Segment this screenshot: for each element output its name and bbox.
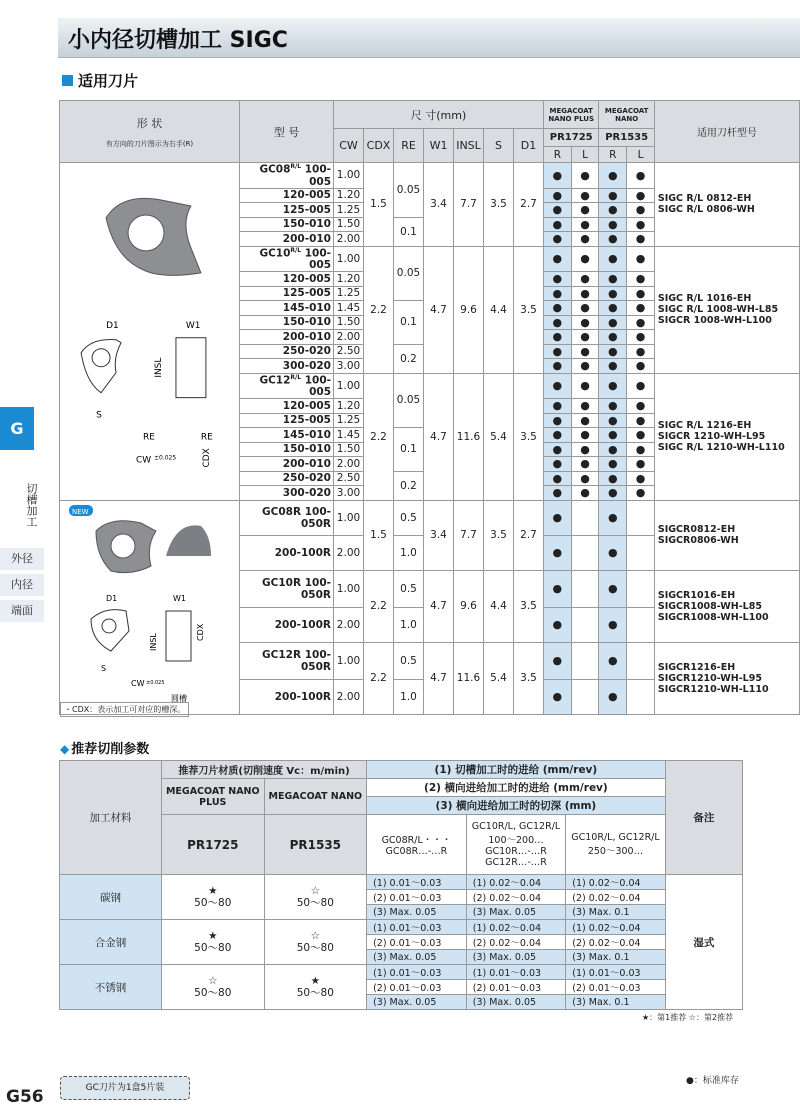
w1-cell: 3.4	[424, 500, 454, 570]
w1-cell: 4.7	[424, 373, 454, 500]
model-cell: 120-005	[240, 399, 334, 414]
feed-b-cell: (1) 0.02～0.04	[466, 875, 566, 890]
feed-b-cell: (1) 0.01～0.03	[466, 965, 566, 980]
svg-text:CDX: CDX	[195, 623, 205, 641]
d1-cell: 3.5	[514, 373, 544, 500]
d1-cell: 2.7	[514, 500, 544, 570]
coat2-cell: MEGACOAT NANO	[264, 779, 367, 815]
svg-text:INSL: INSL	[148, 632, 158, 651]
side-tab-face[interactable]: 端面	[0, 600, 44, 622]
round-insert-diagram	[61, 501, 239, 711]
re-cell: 0.5	[394, 500, 424, 535]
svg-text:RE: RE	[142, 432, 155, 443]
material-cell: 碳钢	[60, 875, 162, 920]
feed-b-cell: (2) 0.02～0.04	[466, 935, 566, 950]
feed-c-cell: (1) 0.02～0.04	[566, 920, 665, 935]
col-b: GC10R/L, GC12R/L 100～200… GC10R…-…R GC12R…-…R	[466, 815, 566, 875]
cw-cell: 2.00	[334, 679, 364, 714]
page-title: 小内径切槽加工 SIGC	[68, 28, 288, 53]
svg-text:CDX: CDX	[201, 447, 212, 468]
svg-text:CW: CW	[135, 455, 151, 466]
vc2-cell: ☆ 50～80	[264, 875, 367, 920]
model-cell: GC12R 100-050R	[240, 642, 334, 679]
feed-c-cell: (2) 0.02～0.04	[566, 890, 665, 905]
d1-cell: 3.5	[514, 246, 544, 373]
holder-cell: SIGCR1016-EH SIGCR1008-WH-L85 SIGCR1008-WH-L100	[654, 570, 799, 642]
cw-cell: 2.00	[334, 607, 364, 642]
holder-cell: SIGC R/L 0812-EH SIGC R/L 0806-WH	[654, 163, 799, 247]
cw-cell: 3.00	[334, 486, 364, 501]
feed-a-cell: (2) 0.01～0.03	[367, 935, 467, 950]
table-row: $GC10^{R/L}$ 100-005 1.00 2.2 0.05 4.7 9.6 4.4 3.5 ● ● ● ● SIGC R/L 1016-EH SIGC R/L 1008-WH-L85 SIGCR 1008-WH-L100	[60, 246, 800, 272]
table-row: 120-005 1.20 ● ● ● ●	[60, 188, 800, 203]
feed-b-cell: (3) Max. 0.05	[466, 995, 566, 1010]
feed-b-cell: (2) 0.01～0.03	[466, 980, 566, 995]
col-s: S	[484, 129, 514, 163]
cw-cell: 1.20	[334, 272, 364, 287]
section-cutting-heading: ◆ 推荐切削参数	[60, 742, 150, 757]
col-model: 型 号	[240, 101, 334, 163]
svg-text:S: S	[100, 663, 106, 673]
re-cell: 0.1	[394, 301, 424, 345]
model-cell: 200-010	[240, 457, 334, 472]
model-cell: 200-100R	[240, 535, 334, 570]
cw-cell: 1.50	[334, 442, 364, 457]
model-cell: 150-010	[240, 217, 334, 232]
title-bar	[58, 18, 800, 58]
table-row: 125-005 1.25 ● ● ● ●	[60, 203, 800, 218]
col-shape: 形 状 有方向的刀片图示为右手(R)	[60, 101, 240, 163]
cw-cell: 2.00	[334, 232, 364, 247]
pack-note: GC刀片为1盒5片装	[60, 1076, 190, 1100]
feed-c-cell: (2) 0.01～0.03	[566, 980, 665, 995]
cw-cell: 1.25	[334, 286, 364, 301]
cutting-table	[59, 760, 743, 1010]
col-remark: 备注	[665, 761, 742, 875]
col-c: GC10R/L, GC12R/L 250～300…	[566, 815, 665, 875]
feed-a-cell: (2) 0.01～0.03	[367, 890, 467, 905]
cw-cell: 1.25	[334, 203, 364, 218]
d1-cell: 3.5	[514, 642, 544, 714]
feed-c-cell: (3) Max. 0.1	[566, 995, 665, 1010]
feed-a-cell: (2) 0.01～0.03	[367, 980, 467, 995]
table-row: D1 W1 INSL S RE RE CW ±0.025 CDX $GC08^{R/L}$ 100-005 1.00 1.5 0.05 3.4 7.7 3.5 2.7 ● ● ● ● SIGC R/L 0812-EH SIGC R/L 0806-WH	[60, 163, 800, 189]
table-row: 150-010 1.50 ● ● ● ●	[60, 315, 800, 330]
col-a: GC08R/L・・・ GC08R…-…R	[367, 815, 467, 875]
insl-cell: 9.6	[454, 246, 484, 373]
page-number: G56	[6, 1087, 44, 1107]
grade1: PR1725	[544, 129, 599, 147]
table-row: 200-010 2.00 ● ● ● ●	[60, 457, 800, 472]
s-cell: 3.5	[484, 500, 514, 570]
cw-cell: 1.00	[334, 500, 364, 535]
table-row: 125-005 1.25 ● ● ● ●	[60, 286, 800, 301]
holder-cell: SIGC R/L 1216-EH SIGCR 1210-WH-L95 SIGC R/L 1210-WH-L110	[654, 373, 799, 500]
cw-cell: 1.25	[334, 413, 364, 428]
cw-cell: 2.00	[334, 535, 364, 570]
table-row: GC12R 100-050R 1.00 2.2 0.5 4.7 11.6 5.4 3.5 ● ● SIGCR1216-EH SIGCR1210-WH-L95 SIGCR1210-WH-L110	[60, 642, 800, 679]
feed-a-cell: (1) 0.01～0.03	[367, 920, 467, 935]
model-cell: 145-010	[240, 301, 334, 316]
cw-cell: 3.00	[334, 359, 364, 374]
cw-cell: 2.50	[334, 344, 364, 359]
model-cell: 125-005	[240, 413, 334, 428]
model-cell: 200-100R	[240, 607, 334, 642]
model-cell: 200-010	[240, 232, 334, 247]
table-row: 150-010 1.50 ● ● ● ●	[60, 442, 800, 457]
table-row: 145-010 1.45 0.1 ● ● ● ●	[60, 428, 800, 443]
section-cutting-label: 推荐切削参数	[71, 742, 150, 757]
recommend-note: ★：第1推荐 ☆：第2推荐	[642, 1013, 734, 1022]
col-holder: 适用刀杆型号	[654, 101, 799, 163]
cdx-cell: 2.2	[364, 246, 394, 373]
col-material: 加工材料	[60, 761, 162, 875]
vc1-cell: ★ 50～80	[162, 920, 265, 965]
re-cell: 0.05	[394, 246, 424, 301]
vc1-cell: ☆ 50～80	[162, 965, 265, 1010]
table-row: 200-100R 2.00 1.0 ● ●	[60, 679, 800, 714]
model-cell: $GC10^{R/L}$ 100-005	[240, 246, 334, 272]
svg-text:±0.025: ±0.025	[145, 679, 165, 686]
table-row: NEW D1 W1 INSL CDX S CW ±0.025 圆槽 GC08R 100-050R 1.00 1.5 0.5 3.4 7.7 3.5 2.7 ● ● SIGCR0812-EH SIGCR0806-WH	[60, 500, 800, 535]
s-cell: 5.4	[484, 642, 514, 714]
vc2-cell: ★ 50～80	[264, 965, 367, 1010]
svg-text:RE: RE	[200, 432, 213, 443]
s-cell: 4.4	[484, 570, 514, 642]
model-cell: 250-020	[240, 344, 334, 359]
feed-c-cell: (3) Max. 0.1	[566, 950, 665, 965]
table-row: 145-010 1.45 0.1 ● ● ● ●	[60, 301, 800, 316]
model-cell: $GC08^{R/L}$ 100-005	[240, 163, 334, 189]
insert-image-cell	[60, 163, 240, 501]
feed-b-cell: (3) Max. 0.05	[466, 905, 566, 920]
vc1-cell: ★ 50～80	[162, 875, 265, 920]
side-tab-inner[interactable]: 内径	[0, 574, 44, 596]
d1-cell: 2.7	[514, 163, 544, 247]
table-row: 250-020 2.50 0.2 ● ● ● ●	[60, 471, 800, 486]
model-cell: 300-020	[240, 486, 334, 501]
re-cell: 0.2	[394, 344, 424, 373]
col-size: 尺 寸(mm)	[334, 101, 544, 129]
model-cell: 200-010	[240, 330, 334, 345]
model-cell: 250-020	[240, 471, 334, 486]
feed-c-cell: (1) 0.02～0.04	[566, 875, 665, 890]
re-cell: 0.2	[394, 471, 424, 500]
table-row	[60, 920, 743, 935]
re-cell: 0.05	[394, 373, 424, 428]
section-inserts-heading	[62, 70, 138, 91]
w1-cell: 4.7	[424, 642, 454, 714]
model-cell: 125-005	[240, 286, 334, 301]
material-cell: 不锈钢	[60, 965, 162, 1010]
model-cell: GC10R 100-050R	[240, 570, 334, 607]
feed-b-cell: (1) 0.02～0.04	[466, 920, 566, 935]
cw-cell: 1.00	[334, 570, 364, 607]
svg-text:D1: D1	[105, 593, 117, 603]
col-re: RE	[394, 129, 424, 163]
svg-text:±0.025: ±0.025	[153, 454, 176, 462]
table-row: $GC12^{R/L}$ 100-005 1.00 2.2 0.05 4.7 11.6 5.4 3.5 ● ● ● ● SIGC R/L 1216-EH SIGCR 1210-WH-L95 SIGC R/L 1210-WH-L110	[60, 373, 800, 399]
svg-text:CW: CW	[130, 678, 144, 688]
feed-a-cell: (1) 0.01～0.03	[367, 965, 467, 980]
cw-cell: 1.00	[334, 642, 364, 679]
model-cell: 145-010	[240, 428, 334, 443]
model-cell: 120-005	[240, 188, 334, 203]
feed2-header: (2) 横向进给加工时的进给 (mm/rev)	[367, 779, 666, 797]
insl-cell: 7.7	[454, 500, 484, 570]
cw-cell: 2.50	[334, 471, 364, 486]
feed-b-cell: (2) 0.02～0.04	[466, 890, 566, 905]
coat1: MEGACOAT NANO PLUS	[544, 101, 599, 129]
cw-cell: 1.50	[334, 315, 364, 330]
col-cw: CW	[334, 129, 364, 163]
coat2: MEGACOAT NANO	[599, 101, 654, 129]
feed-c-cell: (1) 0.01～0.03	[566, 965, 665, 980]
re-cell: 1.0	[394, 607, 424, 642]
model-cell: 120-005	[240, 272, 334, 287]
feed3-header: (3) 横向进给加工时的切深 (mm)	[367, 797, 666, 815]
cw-cell: 2.00	[334, 457, 364, 472]
cw-cell: 1.45	[334, 301, 364, 316]
table-row: 200-010 2.00 ● ● ● ●	[60, 330, 800, 345]
cw-cell: 1.20	[334, 399, 364, 414]
s-cell: 5.4	[484, 373, 514, 500]
cdx-cell: 2.2	[364, 373, 394, 500]
table-row: 200-100R 2.00 1.0 ● ●	[60, 607, 800, 642]
re-cell: 1.0	[394, 679, 424, 714]
table-row: 300-020 3.00 ● ● ● ●	[60, 359, 800, 374]
w1-cell: 4.7	[424, 246, 454, 373]
re-cell: 1.0	[394, 535, 424, 570]
holder-cell: SIGCR0812-EH SIGCR0806-WH	[654, 500, 799, 570]
stock-note: ●：标准库存	[686, 1076, 739, 1086]
model-cell: $GC12^{R/L}$ 100-005	[240, 373, 334, 399]
feed-a-cell: (3) Max. 0.05	[367, 950, 467, 965]
feed1-header: (1) 切槽加工时的进给 (mm/rev)	[367, 761, 666, 779]
model-cell: 150-010	[240, 442, 334, 457]
table-row: GC10R 100-050R 1.00 2.2 0.5 4.7 9.6 4.4 3.5 ● ● SIGCR1016-EH SIGCR1008-WH-L85 SIGCR1008-WH-L100	[60, 570, 800, 607]
holder-cell: SIGCR1216-EH SIGCR1210-WH-L95 SIGCR1210-WH-L110	[654, 642, 799, 714]
side-tab-g[interactable]: G	[0, 407, 34, 450]
grade2: PR1535	[599, 129, 654, 147]
material-cell: 合金钢	[60, 920, 162, 965]
re-cell: 0.05	[394, 163, 424, 218]
svg-text:W1: W1	[185, 320, 201, 331]
re-cell: 0.5	[394, 570, 424, 607]
table-row: 120-005 1.20 ● ● ● ●	[60, 399, 800, 414]
cw-cell: 1.00	[334, 163, 364, 189]
table-row	[60, 875, 743, 890]
insert-table: 形 状 有方向的刀片图示为右手(R) 型 号 尺 寸(mm) MEGACOAT NANO PLUS MEGACOAT NANO 适用刀杆型号 CW CDX RE W1 INSL S D1 PR1725 PR1535 R L R L D1 W1 INSL S RE RE CW ±0.025 CDX $GC08^{R/L}$ 100-005 1.00 1.5 0.05 3.4 7.7 3.5 2.7 ● ● ● ● SIGC R/L 0812-EH SIGC R/L 0806-WH 120-005 1.20 ● ● ● ● 125-005 1.25 ● ● ● ● 150-010 1.50 0.1 ● ● ● ● 200-010 2.00 ● ● ● ● $GC10^{R/L}$ 100-005 1.00 2.2 0.05 4.7 9.6 4.4 3.5 ● ● ● ● SIGC R/L 1016-EH SIGC R/L 1008-WH-L85 SIGCR 1008-WH-L100 120-005 1.20 ● ● ● ● 125-005 1.25 ● ● ● ● 145-010 1.45 0.1 ● ● ● ● 150-010 1.50 ● ● ● ● 200-010 2.00 ● ● ● ● 250-020 2.50 0.2 ● ● ● ● 300-020 3.00 ● ● ● ● $GC12^{R/L}$ 100-005 1.00 2.2 0.05 4.7 11.6 5.4 3.5 ● ● ● ● SIGC R/L 1216-EH SIGCR 1210-WH-L95 SIGC R/L 1210-WH-L110 120-005 1.20 ● ● ● ● 125-005 1.25 ● ● ● ● 145-010 1.45 0.1 ● ● ● ● 150-010 1.50 ● ● ● ● 200-010 2.00 ● ● ● ● 250-020 2.50 0.2 ● ● ● ● 300-020 3.00 ● ● ● ● NEW D1 W1 INSL CDX S CW ±0.025 圆槽 GC08R 100-050R 1.00 1.5 0.5 3.4 7.7 3.5 2.7 ● ● SIGCR0812-EH SIGCR0806-WH 200-100R 2.00 1.0 ● ● GC10R 100-050R 1.00 2.2 0.5 4.7 9.6 4.4 3.5 ● ● SIGCR1016-EH SIGCR1008-WH-L85 SIGCR1008-WH-L100 200-100R 2.00 1.0 ● ● GC12R 100-050R 1.00 2.2 0.5 4.7 11.6 5.4 3.5 ● ● SIGCR1216-EH SIGCR1210-WH-L95 SIGCR1210-WH-L110 200-100R 2.00 1.0 ● ●	[59, 100, 800, 715]
model-cell: GC08R 100-050R	[240, 500, 334, 535]
table-row: 150-010 1.50 0.1 ● ● ● ●	[60, 217, 800, 232]
col-cdx: CDX	[364, 129, 394, 163]
cdx-cell: 1.5	[364, 500, 394, 570]
re-cell: 0.1	[394, 217, 424, 246]
table-row: 250-020 2.50 0.2 ● ● ● ●	[60, 344, 800, 359]
table-row: 200-100R 2.00 1.0 ● ●	[60, 535, 800, 570]
svg-text:INSL: INSL	[153, 357, 164, 378]
insl-cell: 9.6	[454, 570, 484, 642]
insl-cell: 11.6	[454, 642, 484, 714]
svg-text:D1: D1	[105, 320, 119, 331]
cdx-cell: 2.2	[364, 570, 394, 642]
model-cell: 300-020	[240, 359, 334, 374]
wet-cell: 湿式	[665, 875, 742, 1010]
feed-a-cell: (3) Max. 0.05	[367, 905, 467, 920]
model-cell: 150-010	[240, 315, 334, 330]
table-row	[60, 965, 743, 980]
col-d1: D1	[514, 129, 544, 163]
cdx-note: ・CDX：表示加工可对应的槽深。	[60, 702, 189, 717]
table-row: 125-005 1.25 ● ● ● ●	[60, 413, 800, 428]
model-cell: 125-005	[240, 203, 334, 218]
cw-cell: 1.00	[334, 246, 364, 272]
w1-cell: 3.4	[424, 163, 454, 247]
re-cell: 0.5	[394, 642, 424, 679]
cw-cell: 1.20	[334, 188, 364, 203]
col-speed: 推荐刀片材质(切削速度 Vc：m/min)	[162, 761, 367, 779]
w1-cell: 4.7	[424, 570, 454, 642]
side-tab-grooving: 切槽加工	[25, 483, 38, 527]
s-cell: 3.5	[484, 163, 514, 247]
svg-text:S: S	[95, 410, 102, 421]
holder-cell: SIGC R/L 1016-EH SIGC R/L 1008-WH-L85 SIGCR 1008-WH-L100	[654, 246, 799, 373]
cw-cell: 2.00	[334, 330, 364, 345]
cdx-cell: 2.2	[364, 642, 394, 714]
cw-cell: 1.00	[334, 373, 364, 399]
grade2-cell: PR1535	[264, 815, 367, 875]
cw-cell: 1.50	[334, 217, 364, 232]
coat1-cell: MEGACOAT NANO PLUS	[162, 779, 265, 815]
table-row: 120-005 1.20 ● ● ● ●	[60, 272, 800, 287]
grade1-cell: PR1725	[162, 815, 265, 875]
svg-text:NEW: NEW	[71, 507, 89, 516]
table-row: 300-020 3.00 ● ● ● ●	[60, 486, 800, 501]
feed-c-cell: (2) 0.02～0.04	[566, 935, 665, 950]
cw-cell: 1.45	[334, 428, 364, 443]
col-insl: INSL	[454, 129, 484, 163]
model-cell: 200-100R	[240, 679, 334, 714]
feed-b-cell: (3) Max. 0.05	[466, 950, 566, 965]
feed-c-cell: (3) Max. 0.1	[566, 905, 665, 920]
svg-text:W1: W1	[172, 593, 186, 603]
round-image-cell	[60, 500, 240, 714]
insl-cell: 7.7	[454, 163, 484, 247]
col-w1: W1	[424, 129, 454, 163]
feed-a-cell: (3) Max. 0.05	[367, 995, 467, 1010]
feed-a-cell: (1) 0.01～0.03	[367, 875, 467, 890]
section-inserts-label: 适用刀片	[78, 72, 139, 90]
cdx-cell: 1.5	[364, 163, 394, 247]
svg-text:圆槽: 圆槽	[170, 693, 187, 703]
insert-diagram	[61, 178, 239, 483]
side-tab-outer[interactable]: 外径	[0, 548, 44, 570]
d1-cell: 3.5	[514, 570, 544, 642]
vc2-cell: ☆ 50～80	[264, 920, 367, 965]
s-cell: 4.4	[484, 246, 514, 373]
insl-cell: 11.6	[454, 373, 484, 500]
re-cell: 0.1	[394, 428, 424, 472]
table-row: 200-010 2.00 ● ● ● ●	[60, 232, 800, 247]
